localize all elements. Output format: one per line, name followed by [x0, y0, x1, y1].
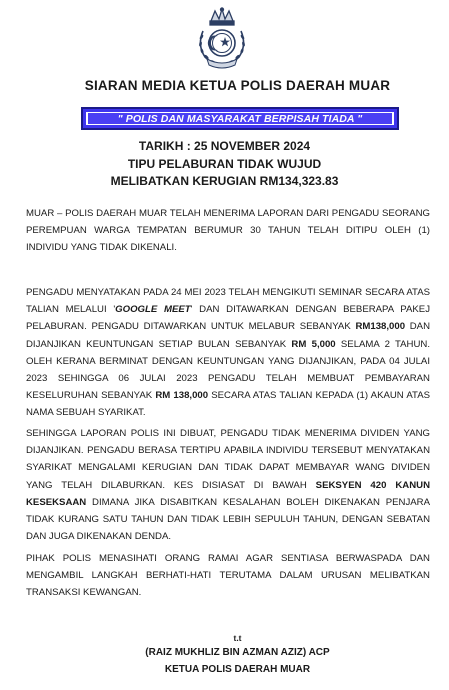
police-crest-icon [193, 7, 251, 69]
signatory-position: KETUA POLIS DAERAH MUAR [164, 664, 311, 675]
paragraph-2-text-a: PENGADU MENYATAKAN PADA 24 MEI 2023 TELAH MENGIKUTI SEMINAR SECARA ATAS TALIAN MELALUI ' [26, 287, 430, 316]
paragraph-1: MUAR – POLIS DAERAH MUAR TELAH MENERIMA LAPORAN DARI PENGADU SEORANG PEREMPUAN WARGA TEMPATAN BERUMUR 30 TAHUN TELAH DITIPU OLEH (1) INDIVIDU YANG TIDAK DIKENALI. [26, 208, 430, 254]
slogan-text: " POLIS DAN MASYARAKAT BERPISAH TIADA " [117, 112, 363, 125]
platform-name: GOOGLE MEET [115, 304, 191, 316]
release-date: TARIKH : 25 NOVEMBER 2024 [138, 139, 311, 153]
paragraph-3-text-a: SEHINGGA LAPORAN POLIS INI DIBUAT, PENGADU TIDAK MENERIMA DIVIDEN YANG DIJANJIKAN. PENGADU BERASA TERTIPU APABILA INDIVIDU TERSEBUT MENYATAKAN SYARIKAT MENGALAMI KERUGIAN DAN TIDAK DAPAT MEMBAYAR WANG DIVIDEN YANG TELAH DILABURKAN. KES DISIASAT DI BAWAH [26, 428, 430, 491]
headline-line-1: TIPU PELABURAN TIDAK WUJUD [127, 157, 322, 171]
signature-mark: t.t [233, 633, 242, 643]
paragraph-4: PIHAK POLIS MENASIHATI ORANG RAMAI AGAR SENTIASA BERWASPADA DAN MENGAMBIL LANGKAH BERHATI-HATI TERUTAMA DALAM URUSAN MELIBATKAN TRANSAKSI KEWANGAN. [26, 553, 430, 599]
total-paid-amount: RM 138,000 [155, 390, 209, 402]
paragraph-2 [26, 284, 430, 422]
paragraph-3-text-c: DIMANA JIKA DISABITKAN KESALAHAN BOLEH DIKENAKAN PENJARA TIDAK KURANG SATU TAHUN DAN TIDAK LEBIH SEPULUH TAHUN, DENGAN SEBATAN DAN JUGA DIKENAKAN DENDA. [26, 496, 430, 543]
paragraph-3 [26, 425, 430, 545]
paragraph-2-text-i: SECARA ATAS TALIAN KEPADA (1) AKAUN ATAS NAMA SEBUAH SYARIKAT. [26, 390, 430, 419]
headline-line-2: MELIBATKAN KERUGIAN RM134,323.83 [110, 174, 339, 188]
investment-amount: RM138,000 [355, 321, 406, 333]
monthly-return-amount: RM 5,000 [291, 338, 336, 350]
legal-section: SEKSYEN 420 KANUN KESEKSAAN [26, 479, 430, 508]
paragraph-2-text-e: DAN DIJANJIKAN KEUNTUNGAN SETIAP BULAN SEBANYAK [26, 321, 431, 350]
slogan-banner-inner [86, 112, 394, 125]
release-title: SIARAN MEDIA KETUA POLIS DAERAH MUAR [84, 78, 391, 93]
paragraph-2-text-g: SELAMA 2 TAHUN. OLEH KERANA BERMINAT DENGAN KEUNTUNGAN YANG DIJANJIKAN, PADA 04 JULAI 2023 SEHINGGA 06 JULAI 2023 PENGADU TELAH MEMBUAT PEMBAYARAN KESELURUHAN SEBANYAK [26, 338, 431, 402]
signatory-name: (RAIZ MUKHLIZ BIN AZMAN AZIZ) ACP [145, 647, 330, 658]
paragraph-2-text-c: ' DAN DITAWARKAN DENGAN BEBERAPA PAKEJ PELABURAN. PENGADU DITAWARKAN UNTUK MELABUR SEBANYAK [26, 304, 430, 333]
slogan-banner [81, 107, 399, 130]
